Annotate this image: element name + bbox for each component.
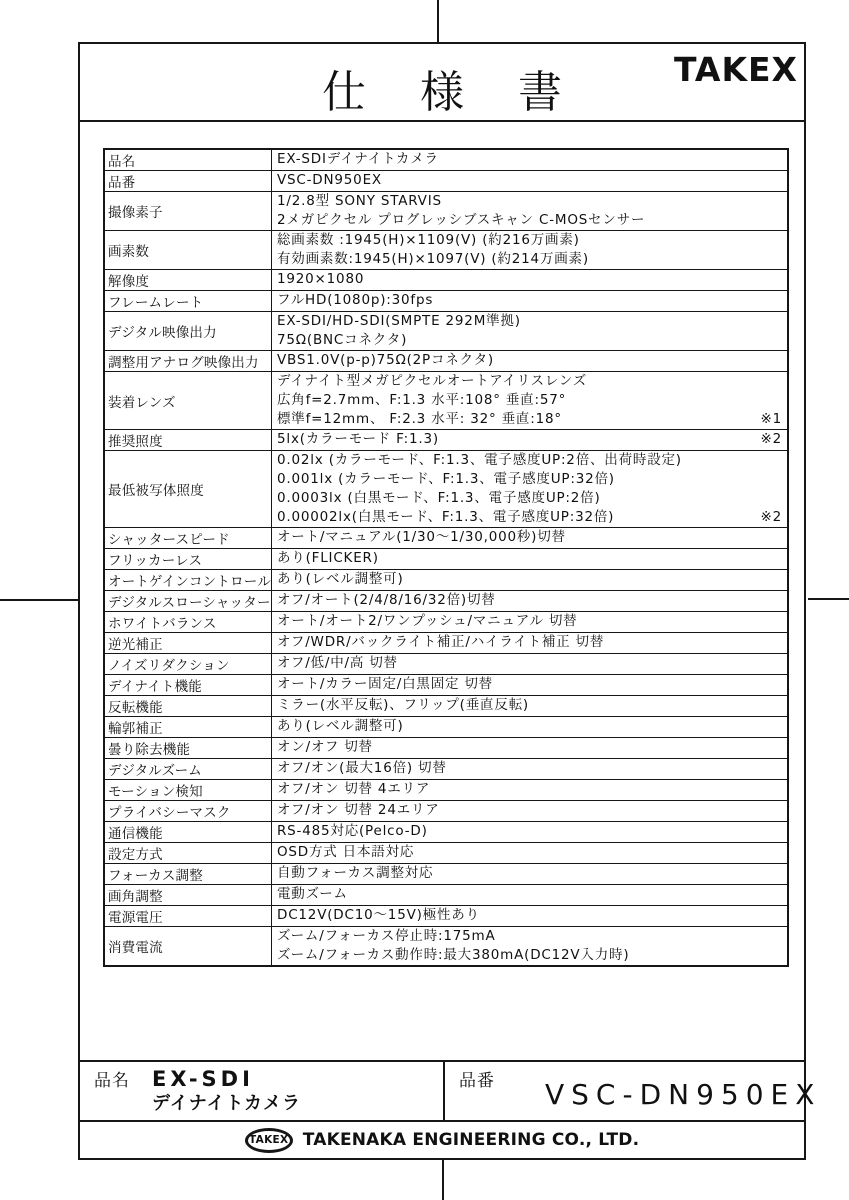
table-row — [105, 590, 787, 611]
table-row — [105, 821, 787, 842]
spec-row-label: オートゲインコントロール — [105, 570, 272, 590]
table-row — [105, 191, 787, 230]
spec-value-text: EX-SDIデイナイトカメラ — [277, 151, 439, 167]
spec-value-text: オート/マニュアル(1/30〜1/30,000秒)切替 — [277, 529, 566, 545]
spec-row-label: デジタル映像出力 — [105, 312, 272, 350]
spec-row-label: 品番 — [105, 171, 272, 191]
spec-row-value — [272, 885, 787, 905]
spec-row-label: フレームレート — [105, 291, 272, 311]
table-row — [105, 150, 787, 170]
spec-value-line — [277, 906, 782, 925]
spec-value-line — [277, 331, 782, 350]
table-row — [105, 450, 787, 527]
spec-row-label: 画角調整 — [105, 885, 272, 905]
spec-value-line — [277, 696, 782, 715]
spec-row-label: 電源電圧 — [105, 906, 272, 926]
spec-value-text: EX-SDI/HD-SDI(SMPTE 292M準拠) — [277, 313, 521, 329]
spec-row-label: ノイズリダクション — [105, 654, 272, 674]
spec-value-text: デイナイト型メガピクセルオートアイリスレンズ — [277, 373, 588, 389]
spec-value-text: 1/2.8型 SONY STARVIS — [277, 193, 442, 209]
spec-row-label: デイナイト機能 — [105, 675, 272, 695]
spec-row-value — [272, 591, 787, 611]
spec-value-line — [277, 410, 782, 429]
spec-value-text: オフ/WDR/バックライト補正/ハイライト補正 切替 — [277, 634, 605, 650]
spec-value-text: ズーム/フォーカス停止時:175mA — [277, 928, 496, 944]
spec-value-line — [277, 470, 782, 489]
table-row — [105, 695, 787, 716]
table-row — [105, 842, 787, 863]
spec-row-value — [272, 549, 787, 569]
spec-value-line — [277, 570, 782, 589]
spec-value-text: オフ/オン 切替 24エリア — [277, 802, 440, 818]
table-row — [105, 716, 787, 737]
spec-value-line — [277, 801, 782, 820]
spec-row-value — [272, 906, 787, 926]
spec-row-value — [272, 192, 787, 230]
title-bar — [80, 44, 804, 122]
spec-value-line — [277, 843, 782, 862]
product-no-label: 品番 — [459, 1071, 495, 1091]
spec-value-line — [277, 192, 782, 211]
table-row — [105, 905, 787, 926]
spec-row-value — [272, 843, 787, 863]
table-row — [105, 569, 787, 590]
product-no: VSC-DN950EX — [545, 1078, 822, 1111]
spec-value-line — [277, 231, 782, 250]
spec-row-label: 消費電流 — [105, 927, 272, 965]
spec-value-text: ミラー(水平反転)、フリップ(垂直反転) — [277, 697, 529, 713]
table-row — [105, 429, 787, 450]
spec-value-text: あり(レベル調整可) — [277, 571, 404, 587]
table-row — [105, 311, 787, 350]
spec-row-value — [272, 612, 787, 632]
product-name — [152, 1066, 301, 1122]
spec-row-label: シャッタースピード — [105, 528, 272, 548]
spec-value-line — [277, 528, 782, 547]
spec-row-label: 設定方式 — [105, 843, 272, 863]
brand-logo: TAKEX — [673, 50, 798, 89]
spec-row-value — [272, 231, 787, 269]
spec-value-line — [277, 633, 782, 652]
table-row — [105, 863, 787, 884]
spec-row-label: 逆光補正 — [105, 633, 272, 653]
footer-company-bar — [80, 1120, 804, 1158]
spec-row-value — [272, 633, 787, 653]
table-row — [105, 926, 787, 965]
spec-value-text: 75Ω(BNCコネクタ) — [277, 332, 408, 348]
spec-row-label: 輪郭補正 — [105, 717, 272, 737]
spec-value-line — [277, 549, 782, 568]
spec-row-label: ホワイトバランス — [105, 612, 272, 632]
table-row — [105, 548, 787, 569]
spec-row-value — [272, 430, 787, 450]
spec-value-line — [277, 822, 782, 841]
spec-value-line — [277, 591, 782, 610]
spec-row-label: 曇り除去機能 — [105, 738, 272, 758]
spec-row-value — [272, 822, 787, 842]
spec-value-text: 標準f=12mm、 F:2.3 水平: 32° 垂直:18° — [277, 411, 562, 427]
table-row — [105, 170, 787, 191]
table-row — [105, 371, 787, 429]
spec-value-text: DC12V(DC10〜15V)極性あり — [277, 907, 480, 923]
table-row — [105, 269, 787, 290]
table-row — [105, 527, 787, 548]
spec-value-text: VBS1.0V(p-p)75Ω(2Pコネクタ) — [277, 352, 494, 368]
spec-row-value — [272, 351, 787, 371]
footer-product-no-cell — [445, 1062, 822, 1122]
crop-mark-bottom — [442, 1159, 444, 1200]
table-row — [105, 779, 787, 800]
spec-row-value — [272, 451, 787, 527]
spec-value-text: あり(FLICKER) — [277, 550, 379, 566]
table-row — [105, 884, 787, 905]
spec-value-text: 有効画素数:1945(H)×1097(V) (約214万画素) — [277, 251, 589, 267]
spec-footnote-marker: ※1 — [760, 411, 782, 427]
spec-value-text: VSC-DN950EX — [277, 172, 382, 188]
spec-value-line — [277, 150, 782, 169]
spec-row-value — [272, 780, 787, 800]
table-row — [105, 674, 787, 695]
spec-value-text: フルHD(1080p):30fps — [277, 292, 434, 308]
product-name-label: 品名 — [94, 1071, 130, 1091]
spec-value-text: 0.00002lx(白黒モード、F:1.3、電子感度UP:32倍) — [277, 509, 615, 525]
spec-value-line — [277, 927, 782, 946]
spec-value-text: 電動ズーム — [277, 886, 348, 902]
spec-row-value — [272, 528, 787, 548]
spec-value-line — [277, 508, 782, 527]
spec-row-label: 解像度 — [105, 270, 272, 290]
spec-row-value — [272, 759, 787, 779]
spec-row-value — [272, 171, 787, 191]
spec-value-text: 1920×1080 — [277, 271, 365, 287]
spec-row-label: 反転機能 — [105, 696, 272, 716]
spec-value-line — [277, 738, 782, 757]
spec-value-text: オン/オフ 切替 — [277, 739, 373, 755]
spec-value-text: オフ/オン(最大16倍) 切替 — [277, 760, 447, 776]
spec-value-line — [277, 312, 782, 331]
footer-product-name-cell — [80, 1062, 445, 1122]
spec-row-value — [272, 864, 787, 884]
table-row — [105, 632, 787, 653]
spec-value-line — [277, 430, 782, 449]
spec-row-label: 推奨照度 — [105, 430, 272, 450]
spec-value-text: 0.001lx (カラーモード、F:1.3、電子感度UP:32倍) — [277, 471, 615, 487]
spec-row-label: デジタルズーム — [105, 759, 272, 779]
page-title: 仕 様 書 — [322, 67, 582, 118]
table-row — [105, 290, 787, 311]
crop-mark-top — [437, 0, 439, 43]
spec-value-line — [277, 171, 782, 190]
spec-row-value — [272, 150, 787, 170]
spec-row-value — [272, 570, 787, 590]
crop-mark-right — [808, 598, 849, 600]
spec-value-line — [277, 351, 782, 370]
spec-row-value — [272, 270, 787, 290]
spec-value-line — [277, 489, 782, 508]
spec-row-label: 調整用アナログ映像出力 — [105, 351, 272, 371]
spec-row-label: フォーカス調整 — [105, 864, 272, 884]
spec-value-line — [277, 885, 782, 904]
spec-value-line — [277, 654, 782, 673]
spec-value-text: 総画素数 :1945(H)×1109(V) (約216万画素) — [277, 232, 580, 248]
takex-oval-logo: TAKEX — [245, 1128, 293, 1153]
crop-mark-left — [0, 599, 79, 601]
spec-value-text: オフ/オート(2/4/8/16/32倍)切替 — [277, 592, 496, 608]
spec-value-line — [277, 780, 782, 799]
spec-row-value — [272, 738, 787, 758]
spec-value-line — [277, 250, 782, 269]
spec-footnote-marker: ※2 — [760, 431, 782, 447]
spec-value-text: 0.0003lx (白黒モード、F:1.3、電子感度UP:2倍) — [277, 490, 601, 506]
table-row — [105, 230, 787, 269]
spec-row-label: モーション検知 — [105, 780, 272, 800]
spec-table — [103, 148, 789, 967]
spec-row-label: デジタルスローシャッター — [105, 591, 272, 611]
spec-value-line — [277, 270, 782, 289]
spec-value-line — [277, 864, 782, 883]
spec-row-value — [272, 927, 787, 965]
spec-row-label: プライバシーマスク — [105, 801, 272, 821]
spec-value-text: RS-485対応(Pelco-D) — [277, 823, 428, 839]
spec-value-line — [277, 372, 782, 391]
spec-value-text: 0.02lx (カラーモード、F:1.3、電子感度UP:2倍、出荷時設定) — [277, 452, 682, 468]
product-name-line1: EX-SDI — [152, 1067, 254, 1091]
spec-value-line — [277, 675, 782, 694]
spec-sheet — [78, 42, 822, 1160]
spec-value-line — [277, 612, 782, 631]
spec-row-value — [272, 312, 787, 350]
spec-row-value — [272, 801, 787, 821]
spec-value-line — [277, 946, 782, 965]
spec-footnote-marker: ※2 — [760, 509, 782, 525]
spec-value-text: OSD方式 日本語対応 — [277, 844, 415, 860]
spec-row-value — [272, 675, 787, 695]
spec-row-label: 撮像素子 — [105, 192, 272, 230]
spec-value-text: オフ/オン 切替 4エリア — [277, 781, 431, 797]
company-name: TAKENAKA ENGINEERING CO., LTD. — [302, 1130, 640, 1150]
spec-row-value — [272, 654, 787, 674]
spec-value-text: 自動フォーカス調整対応 — [277, 865, 434, 881]
table-row — [105, 737, 787, 758]
spec-value-text: 広角f=2.7mm、F:1.3 水平:108° 垂直:57° — [277, 392, 567, 408]
spec-row-label: 画素数 — [105, 231, 272, 269]
spec-row-label: 通信機能 — [105, 822, 272, 842]
table-row — [105, 653, 787, 674]
table-row — [105, 758, 787, 779]
spec-value-line — [277, 759, 782, 778]
spec-value-text: あり(レベル調整可) — [277, 718, 404, 734]
spec-row-label: 装着レンズ — [105, 372, 272, 429]
spec-value-line — [277, 717, 782, 736]
footer-product-row — [80, 1060, 822, 1122]
spec-value-text: ズーム/フォーカス動作時:最大380mA(DC12V入力時) — [277, 947, 630, 963]
table-row — [105, 611, 787, 632]
spec-row-label: 品名 — [105, 150, 272, 170]
spec-value-line — [277, 291, 782, 310]
spec-value-text: 2メガピクセル プログレッシブスキャン C-MOSセンサー — [277, 212, 646, 228]
spec-row-label: フリッカーレス — [105, 549, 272, 569]
spec-row-value — [272, 291, 787, 311]
spec-value-text: オフ/低/中/高 切替 — [277, 655, 398, 671]
table-row — [105, 800, 787, 821]
spec-value-text: オート/カラー固定/白黒固定 切替 — [277, 676, 493, 692]
spec-value-line — [277, 391, 782, 410]
spec-value-line — [277, 211, 782, 230]
spec-row-value — [272, 372, 787, 429]
spec-value-text: 5lx(カラーモード F:1.3) — [277, 431, 439, 447]
spec-row-value — [272, 696, 787, 716]
table-row — [105, 350, 787, 371]
spec-row-label: 最低被写体照度 — [105, 451, 272, 527]
spec-row-value — [272, 717, 787, 737]
product-name-line2: デイナイトカメラ — [152, 1093, 301, 1114]
spec-value-text: オート/オート2/ワンプッシュ/マニュアル 切替 — [277, 613, 578, 629]
spec-value-line — [277, 451, 782, 470]
